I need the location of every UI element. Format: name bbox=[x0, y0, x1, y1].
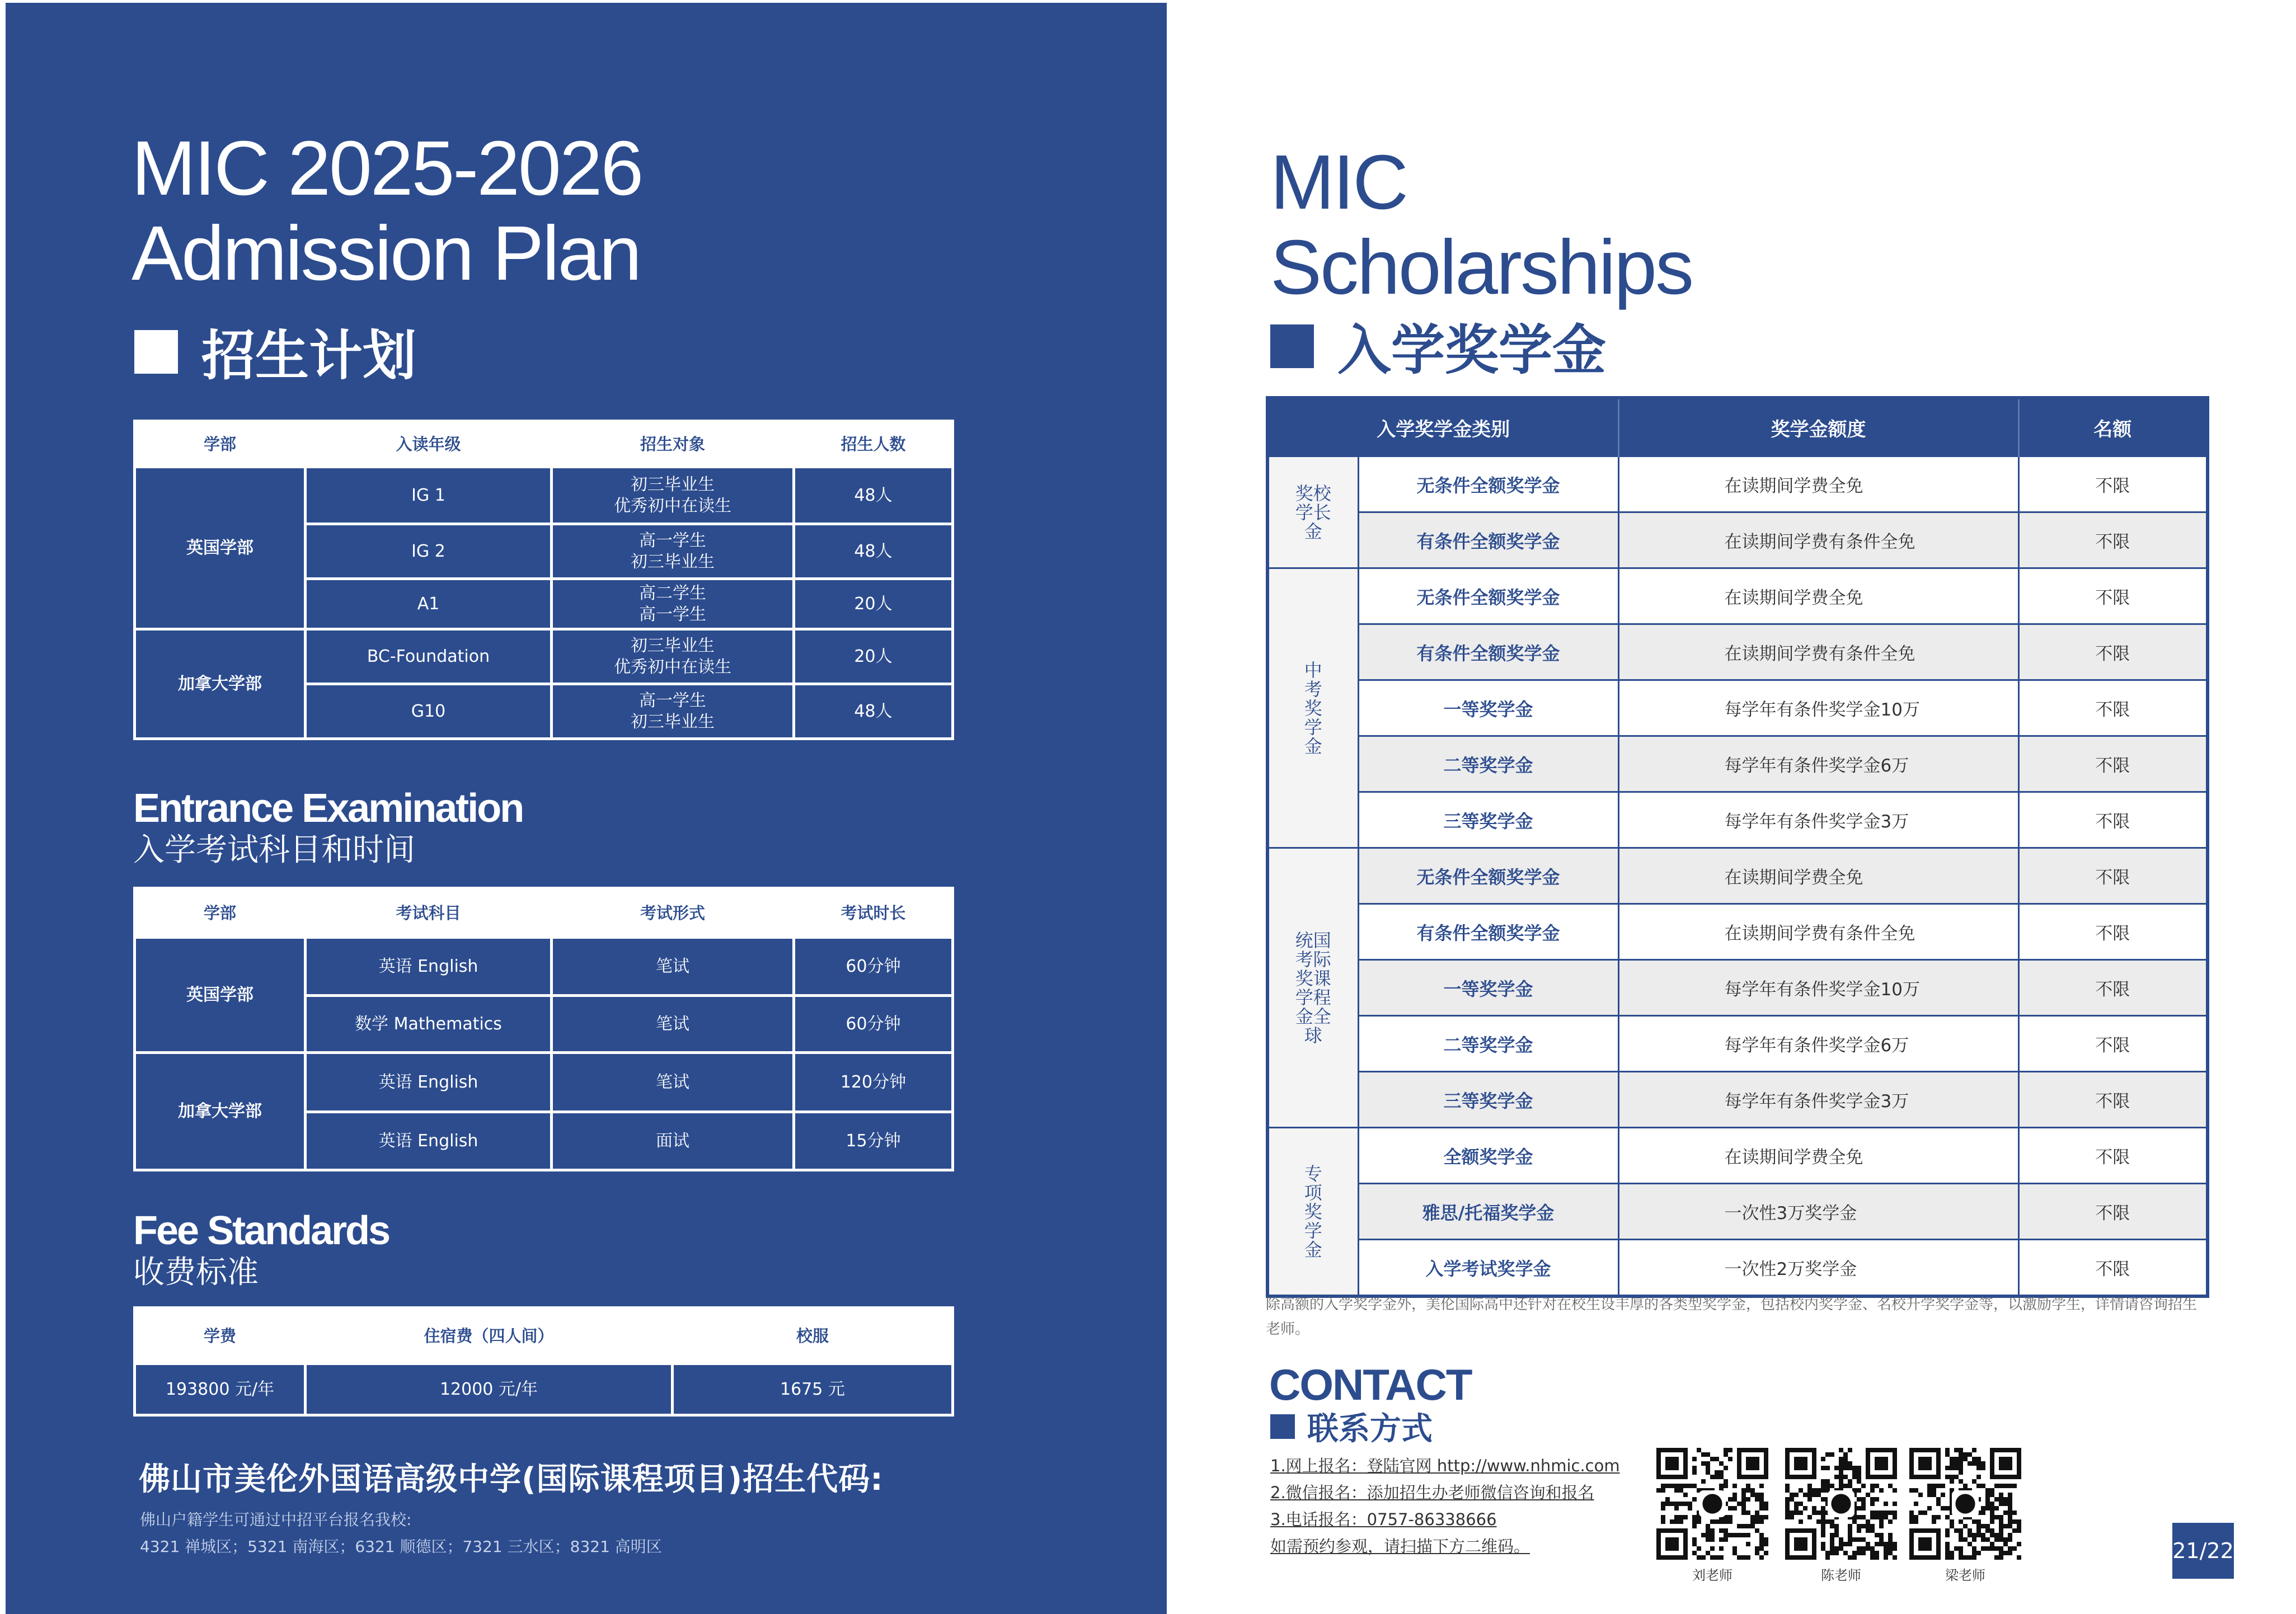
category-line: 奖课 bbox=[1295, 967, 1331, 989]
category-line: 专 bbox=[1304, 1163, 1322, 1184]
fees-title bbox=[133, 1208, 389, 1291]
contact-title-zh bbox=[1270, 1404, 1433, 1449]
admission-title-line2: Admission Plan bbox=[132, 210, 641, 297]
scholarship-quota-cell: 不限 bbox=[2018, 568, 2208, 624]
admission-title-line1: MIC 2025-2026 bbox=[132, 125, 642, 211]
qr-label: 陈老师 bbox=[1821, 1568, 1861, 1583]
scholarship-category-cell bbox=[1267, 457, 1358, 568]
target-line: 初三毕业生 bbox=[631, 712, 715, 732]
scholarship-header-amount: 奖学金额度 bbox=[1618, 398, 2018, 457]
exam-header-duration: 考试时长 bbox=[794, 888, 953, 938]
admission-dept-cell: 英国学部 bbox=[135, 467, 306, 629]
admission-target-cell bbox=[552, 684, 794, 739]
scholarship-type-cell: 无条件全额奖学金 bbox=[1358, 848, 1618, 904]
enroll-code-note bbox=[140, 1507, 1035, 1560]
exam-title-zh: 入学考试科目和时间 bbox=[133, 832, 415, 867]
scholarship-amount-cell: 在读期间学费全免 bbox=[1618, 568, 2018, 624]
exam-format-cell: 笔试 bbox=[552, 938, 794, 996]
qr-code-3[interactable] bbox=[1909, 1448, 2021, 1584]
admission-grade-cell: IG 2 bbox=[306, 524, 552, 579]
category-line: 奖校 bbox=[1295, 482, 1331, 504]
admission-count-cell: 48人 bbox=[794, 524, 953, 579]
scholarship-type-cell: 二等奖学金 bbox=[1358, 736, 1618, 792]
square-bullet-icon bbox=[1270, 1414, 1295, 1439]
scholarship-amount-cell: 在读期间学费有条件全免 bbox=[1618, 624, 2018, 680]
scholarship-amount-cell: 在读期间学费全免 bbox=[1618, 457, 2018, 512]
target-line: 高一学生 bbox=[639, 530, 706, 550]
admission-header-target: 招生对象 bbox=[552, 421, 794, 467]
scholarship-type-cell: 一等奖学金 bbox=[1358, 960, 1618, 1016]
scholarship-type-cell: 三等奖学金 bbox=[1358, 1072, 1618, 1128]
fees-table bbox=[133, 1306, 954, 1417]
exam-format-cell: 笔试 bbox=[552, 1053, 794, 1112]
target-line: 初三毕业生 bbox=[631, 636, 715, 656]
admission-header-count: 招生人数 bbox=[794, 421, 953, 467]
admission-grade-cell: A1 bbox=[306, 579, 552, 629]
admission-header-grade: 入读年级 bbox=[306, 421, 552, 467]
scholarship-type-cell: 无条件全额奖学金 bbox=[1358, 457, 1618, 512]
admission-count-cell: 20人 bbox=[794, 579, 953, 629]
left-page bbox=[6, 3, 1167, 1614]
scholarship-category-cell bbox=[1267, 1128, 1358, 1297]
admission-dept-cell: 加拿大学部 bbox=[135, 629, 306, 739]
fees-header-boarding: 住宿费（四人间） bbox=[306, 1308, 673, 1364]
scholarship-type-cell: 二等奖学金 bbox=[1358, 1016, 1618, 1072]
category-line: 统国 bbox=[1295, 929, 1331, 951]
admission-count-cell: 48人 bbox=[794, 467, 953, 524]
exam-header-dept: 学部 bbox=[135, 888, 306, 938]
scholarship-quota-cell: 不限 bbox=[2018, 1016, 2208, 1072]
admission-heading bbox=[134, 313, 416, 390]
category-line: 中 bbox=[1304, 659, 1322, 681]
category-line: 奖 bbox=[1304, 697, 1322, 719]
scholarship-amount-cell: 在读期间学费有条件全免 bbox=[1618, 904, 2018, 960]
scholarship-footnote: 除高额的入学奖学金外，美伦国际高中还针对在校生设丰厚的各类型奖学金，包括校内奖学金、名校升学奖学金等，以激励学生，详情请咨询招生老师。 bbox=[1266, 1296, 2198, 1338]
target-line: 优秀初中在读生 bbox=[614, 657, 731, 677]
target-line: 高一学生 bbox=[639, 604, 706, 624]
scholarship-quota-cell: 不限 bbox=[2018, 1128, 2208, 1184]
contact-phone-item: 3.电话报名：0757-86338666 bbox=[1270, 1510, 1497, 1529]
category-line: 学 bbox=[1304, 716, 1322, 738]
admission-count-cell: 48人 bbox=[794, 684, 953, 739]
fees-header-uniform: 校服 bbox=[673, 1308, 953, 1364]
exam-format-cell: 面试 bbox=[552, 1112, 794, 1170]
scholarship-heading bbox=[1270, 308, 1606, 384]
scholarship-header-type: 入学奖学金类别 bbox=[1267, 398, 1618, 457]
admission-table bbox=[133, 420, 954, 740]
scholarship-type-cell: 雅思/托福奖学金 bbox=[1358, 1184, 1618, 1240]
contact-website-link[interactable]: 1.网上报名：登陆官网 http://www.nhmic.com bbox=[1270, 1456, 1620, 1475]
exam-header-subject: 考试科目 bbox=[306, 888, 552, 938]
exam-header-format: 考试形式 bbox=[552, 888, 794, 938]
enroll-code-note-line: 4321 禅城区；5321 南海区；6321 顺德区；7321 三水区；8321 高明区 bbox=[140, 1537, 662, 1556]
admission-title bbox=[132, 126, 642, 296]
category-line: 学程 bbox=[1295, 986, 1331, 1008]
category-line: 金全 bbox=[1295, 1005, 1331, 1027]
scholarship-quota-cell: 不限 bbox=[2018, 512, 2208, 568]
category-line: 学 bbox=[1304, 1220, 1322, 1241]
exam-subject-cell: 数学 Mathematics bbox=[306, 996, 552, 1053]
fees-title-en: Fee Standards bbox=[133, 1208, 389, 1253]
scholarship-type-cell: 三等奖学金 bbox=[1358, 792, 1618, 848]
target-line: 初三毕业生 bbox=[631, 474, 715, 495]
scholarship-type-cell: 有条件全额奖学金 bbox=[1358, 904, 1618, 960]
exam-title-en: Entrance Examination bbox=[133, 786, 523, 831]
scholarship-quota-cell: 不限 bbox=[2018, 1072, 2208, 1128]
admission-grade-cell: IG 1 bbox=[306, 467, 552, 524]
fees-title-zh: 收费标准 bbox=[133, 1254, 259, 1290]
category-line: 学长 bbox=[1295, 501, 1331, 523]
scholarship-quota-cell: 不限 bbox=[2018, 904, 2208, 960]
admission-heading-text: 招生计划 bbox=[201, 324, 416, 387]
admission-target-cell bbox=[552, 579, 794, 629]
square-bullet-icon bbox=[134, 330, 178, 374]
exam-format-cell: 笔试 bbox=[552, 996, 794, 1053]
scholarship-quota-cell: 不限 bbox=[2018, 848, 2208, 904]
scholarship-amount-cell: 每学年有条件奖学金6万 bbox=[1618, 736, 2018, 792]
scholarship-amount-cell: 在读期间学费全免 bbox=[1618, 848, 2018, 904]
fees-uniform-value: 1675 元 bbox=[673, 1364, 953, 1415]
scholarship-type-cell: 一等奖学金 bbox=[1358, 680, 1618, 736]
scholarship-quota-cell: 不限 bbox=[2018, 457, 2208, 512]
admission-target-cell bbox=[552, 524, 794, 579]
scholarship-amount-cell: 一次性3万奖学金 bbox=[1618, 1184, 2018, 1240]
exam-dept-cell: 加拿大学部 bbox=[135, 1053, 306, 1170]
scholarship-amount-cell: 一次性2万奖学金 bbox=[1618, 1240, 2018, 1297]
target-line: 初三毕业生 bbox=[631, 552, 715, 572]
scholarship-category-cell bbox=[1267, 568, 1358, 848]
scholarship-quota-cell: 不限 bbox=[2018, 960, 2208, 1016]
square-bullet-icon bbox=[1270, 324, 1314, 368]
scholarship-quota-cell: 不限 bbox=[2018, 792, 2208, 848]
category-line: 奖 bbox=[1304, 1201, 1322, 1222]
scholarship-amount-cell: 每学年有条件奖学金10万 bbox=[1618, 680, 2018, 736]
page-number: 21/22 bbox=[2172, 1523, 2234, 1579]
admission-grade-cell: G10 bbox=[306, 684, 552, 739]
qr-code-2[interactable] bbox=[1785, 1448, 1897, 1584]
scholarship-table bbox=[1266, 396, 2209, 1298]
scholarship-type-cell: 有条件全额奖学金 bbox=[1358, 624, 1618, 680]
exam-title bbox=[133, 786, 523, 869]
exam-table bbox=[133, 887, 954, 1171]
scholarship-title bbox=[1270, 140, 1692, 310]
scholarship-amount-cell: 在读期间学费全免 bbox=[1618, 1128, 2018, 1184]
qr-code-1[interactable] bbox=[1656, 1448, 1768, 1584]
contact-title-en: CONTACT bbox=[1269, 1360, 1472, 1409]
wechat-qr-icon bbox=[1656, 1448, 1768, 1560]
qr-label: 梁老师 bbox=[1945, 1568, 1985, 1583]
scholarship-quota-cell: 不限 bbox=[2018, 1240, 2208, 1297]
exam-duration-cell: 120分钟 bbox=[794, 1053, 953, 1112]
category-line: 金 bbox=[1304, 735, 1322, 757]
scholarship-amount-cell: 在读期间学费有条件全免 bbox=[1618, 512, 2018, 568]
fees-header-tuition: 学费 bbox=[135, 1308, 306, 1364]
admission-target-cell bbox=[552, 629, 794, 684]
category-line: 金 bbox=[1304, 520, 1322, 542]
contact-visit-item: 如需预约参观，请扫描下方二维码。 bbox=[1270, 1537, 1530, 1556]
fees-boarding-value: 12000 元/年 bbox=[306, 1364, 673, 1415]
scholarship-type-cell: 全额奖学金 bbox=[1358, 1128, 1618, 1184]
scholarship-quota-cell: 不限 bbox=[2018, 680, 2208, 736]
scholarship-quota-cell: 不限 bbox=[2018, 624, 2208, 680]
contact-title-zh-text: 联系方式 bbox=[1307, 1411, 1433, 1447]
contact-list bbox=[1270, 1452, 1620, 1560]
scholarship-amount-cell: 每学年有条件奖学金3万 bbox=[1618, 1072, 2018, 1128]
category-line: 考 bbox=[1304, 678, 1322, 700]
admission-grade-cell: BC-Foundation bbox=[306, 629, 552, 684]
wechat-qr-icon bbox=[1909, 1448, 2021, 1560]
category-line: 球 bbox=[1304, 1024, 1322, 1046]
target-line: 优秀初中在读生 bbox=[614, 496, 731, 516]
exam-subject-cell: 英语 English bbox=[306, 1053, 552, 1112]
target-line: 高二学生 bbox=[639, 583, 706, 603]
enroll-code-note-line: 佛山户籍学生可通过中招平台报名我校: bbox=[140, 1511, 412, 1529]
exam-subject-cell: 英语 English bbox=[306, 1112, 552, 1170]
enroll-code-title: 佛山市美伦外国语高级中学(国际课程项目)招生代码: bbox=[139, 1461, 884, 1498]
scholarship-header-quota: 名额 bbox=[2018, 398, 2208, 457]
scholarship-heading-text: 入学奖学金 bbox=[1337, 319, 1606, 382]
admission-target-cell bbox=[552, 467, 794, 524]
scholarship-type-cell: 入学考试奖学金 bbox=[1358, 1240, 1618, 1297]
admission-count-cell: 20人 bbox=[794, 629, 953, 684]
scholarship-category-cell bbox=[1267, 848, 1358, 1128]
fees-tuition-value: 193800 元/年 bbox=[135, 1364, 306, 1415]
category-line: 项 bbox=[1304, 1182, 1322, 1203]
wechat-qr-icon bbox=[1785, 1448, 1897, 1560]
contact-wechat-item: 2.微信报名：添加招生办老师微信咨询和报名 bbox=[1270, 1483, 1594, 1502]
admission-header-dept: 学部 bbox=[135, 421, 306, 467]
scholarship-quota-cell: 不限 bbox=[2018, 1184, 2208, 1240]
exam-dept-cell: 英国学部 bbox=[135, 938, 306, 1053]
exam-duration-cell: 60分钟 bbox=[794, 996, 953, 1053]
scholarship-amount-cell: 每学年有条件奖学金10万 bbox=[1618, 960, 2018, 1016]
qr-label: 刘老师 bbox=[1692, 1568, 1732, 1583]
scholarship-amount-cell: 每学年有条件奖学金3万 bbox=[1618, 792, 2018, 848]
category-line: 考际 bbox=[1295, 948, 1331, 970]
scholarship-title-line1: MIC bbox=[1270, 139, 1407, 225]
scholarship-title-line2: Scholarships bbox=[1270, 224, 1693, 310]
target-line: 高一学生 bbox=[639, 690, 706, 710]
exam-duration-cell: 15分钟 bbox=[794, 1112, 953, 1170]
exam-subject-cell: 英语 English bbox=[306, 938, 552, 996]
scholarship-type-cell: 无条件全额奖学金 bbox=[1358, 568, 1618, 624]
scholarship-amount-cell: 每学年有条件奖学金6万 bbox=[1618, 1016, 2018, 1072]
scholarship-type-cell: 有条件全额奖学金 bbox=[1358, 512, 1618, 568]
exam-duration-cell: 60分钟 bbox=[794, 938, 953, 996]
scholarship-quota-cell: 不限 bbox=[2018, 736, 2208, 792]
category-line: 金 bbox=[1304, 1239, 1322, 1260]
